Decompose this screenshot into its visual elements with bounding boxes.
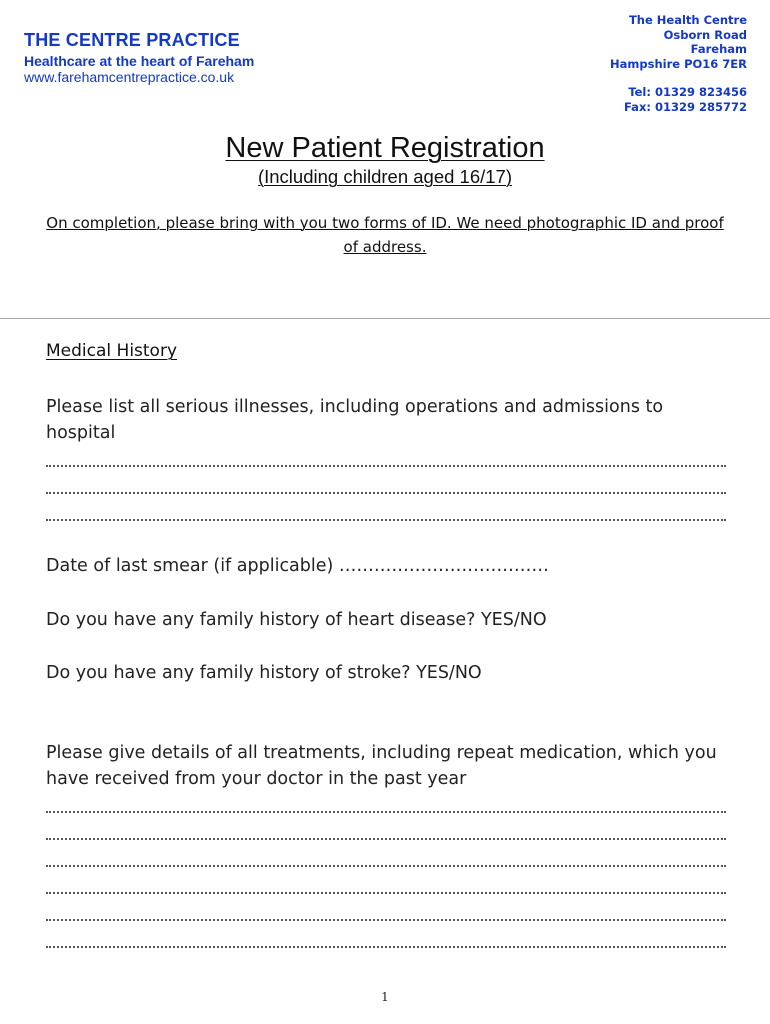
treatment-answer-line-4[interactable] [46,872,726,894]
medical-history-heading: Medical History [46,341,178,361]
treatment-answer-line-1[interactable] [46,791,726,813]
treatment-answer-line-2[interactable] [46,818,726,840]
id-notice: On completion, please bring with you two forms of ID. We need photographic ID and proof of address. [46,214,724,256]
form-title: New Patient Registration [225,132,545,164]
practice-address [610,13,747,114]
stroke-question: Do you have any family history of stroke? YES/NO [46,663,482,683]
address-line-3: Fareham [690,42,747,56]
section-divider [0,318,770,319]
illness-answer-line-2[interactable] [46,472,726,494]
treatment-answer-line-6[interactable] [46,926,726,948]
practice-name: THE CENTRE PRACTICE [24,30,240,50]
practice-tagline: Healthcare at the heart of Fareham [24,53,255,69]
practice-website-link[interactable]: www.farehamcentrepractice.co.uk [24,69,235,85]
illness-answer-line-1[interactable] [46,445,726,467]
heart-disease-question: Do you have any family history of heart disease? YES/NO [46,610,547,630]
form-subtitle: (Including children aged 16/17) [257,166,513,187]
telephone-number: Tel: 01329 823456 [628,85,747,99]
treatment-answer-line-3[interactable] [46,845,726,867]
page-number: 1 [381,990,389,1004]
illness-prompt: Please list all serious illnesses, including operations and admissions to hospital [46,397,664,443]
treatment-prompt: Please give details of all treatments, including repeat medication, which you have received from your doctor in the past year [46,743,717,789]
practice-header [24,30,254,86]
treatment-answer-line-5[interactable] [46,899,726,921]
address-spacer [610,71,747,85]
illness-answer-line-3[interactable] [46,499,726,521]
address-line-2: Osborn Road [663,27,747,42]
address-line-4: Hampshire PO16 7ER [610,56,747,71]
fax-number: Fax: 01329 285772 [624,99,747,114]
address-line-1: The Health Centre [628,13,747,27]
smear-date-prompt: Date of last smear (if applicable) ……………………………… [46,556,549,576]
